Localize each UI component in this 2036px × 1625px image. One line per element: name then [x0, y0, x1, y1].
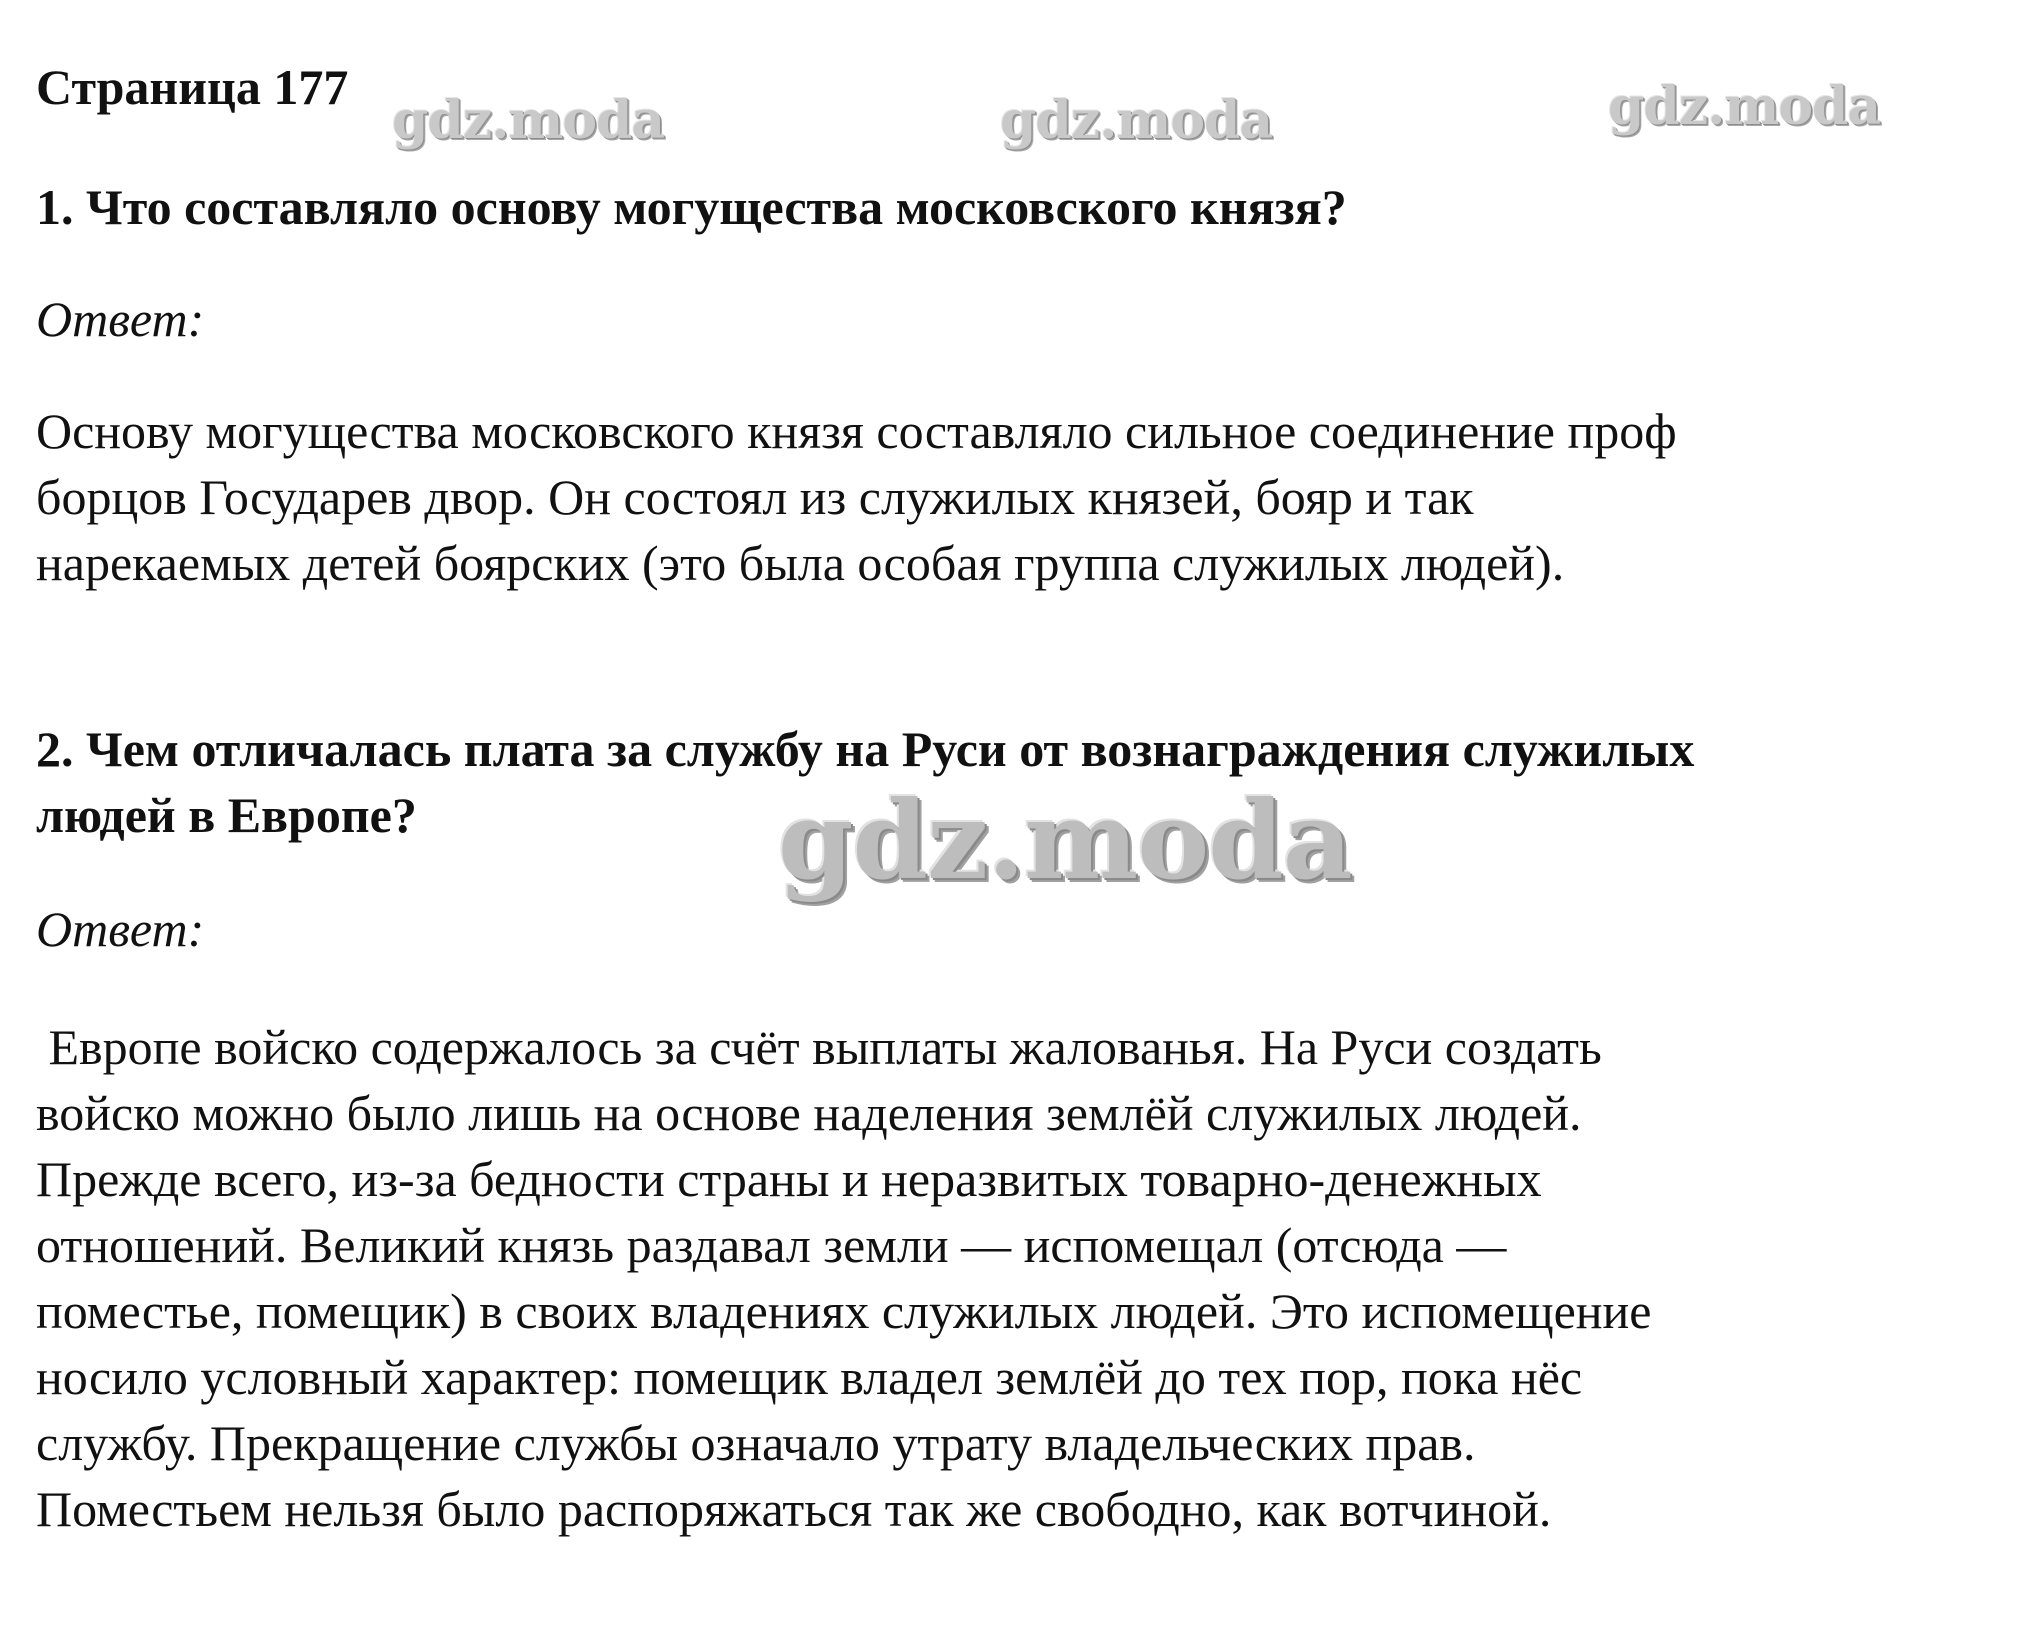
- answer-1-line: нарекаемых детей боярских (это была особая группа служилых людей).: [36, 535, 1565, 591]
- answer-2-line: войско можно было лишь на основе наделения землёй служилых людей.: [36, 1085, 1582, 1141]
- answer-1-line: Основу могущества московского князя составляло сильное соединение проф: [36, 403, 1677, 459]
- answer-1-line: борцов Государев двор. Он состоял из служилых князей, бояр и так: [36, 469, 1474, 525]
- answer-2-line: поместье, помещик) в своих владениях служилых людей. Это испомещение: [36, 1283, 1652, 1339]
- answer-2-line: Европе войско содержалось за счёт выплаты жалованья. На Руси создать: [36, 1019, 1602, 1075]
- answer-2-line: отношений. Великий князь раздавал земли — испомещал (отсюда —: [36, 1217, 1507, 1273]
- answer-2-line: Прежде всего, из-за бедности страны и неразвитых товарно-денежных: [36, 1151, 1542, 1207]
- answer-2-line: носило условный характер: помещик владел землёй до тех пор, пока нёс: [36, 1349, 1583, 1405]
- question-1: 1. Что составляло основу могущества московского князя?: [36, 179, 1347, 235]
- question-2-line: 2. Чем отличалась плата за службу на Руси от вознаграждения служилых: [36, 721, 1695, 777]
- answer-2-line: Поместьем нельзя было распоряжаться так же свободно, как вотчиной.: [36, 1481, 1552, 1537]
- answer-label-2: Ответ:: [36, 901, 205, 957]
- answer-label-1: Ответ:: [36, 291, 205, 347]
- watermark: gdz.moda: [778, 778, 1352, 904]
- watermark: gdz.moda: [1608, 76, 1881, 137]
- watermark: gdz.moda: [1000, 90, 1273, 151]
- page-title: Страница 177: [36, 59, 349, 115]
- watermark: gdz.moda: [392, 90, 665, 151]
- question-2-line: людей в Европе?: [36, 787, 417, 843]
- answer-2-line: службу. Прекращение службы означало утрату владельческих прав.: [36, 1415, 1476, 1471]
